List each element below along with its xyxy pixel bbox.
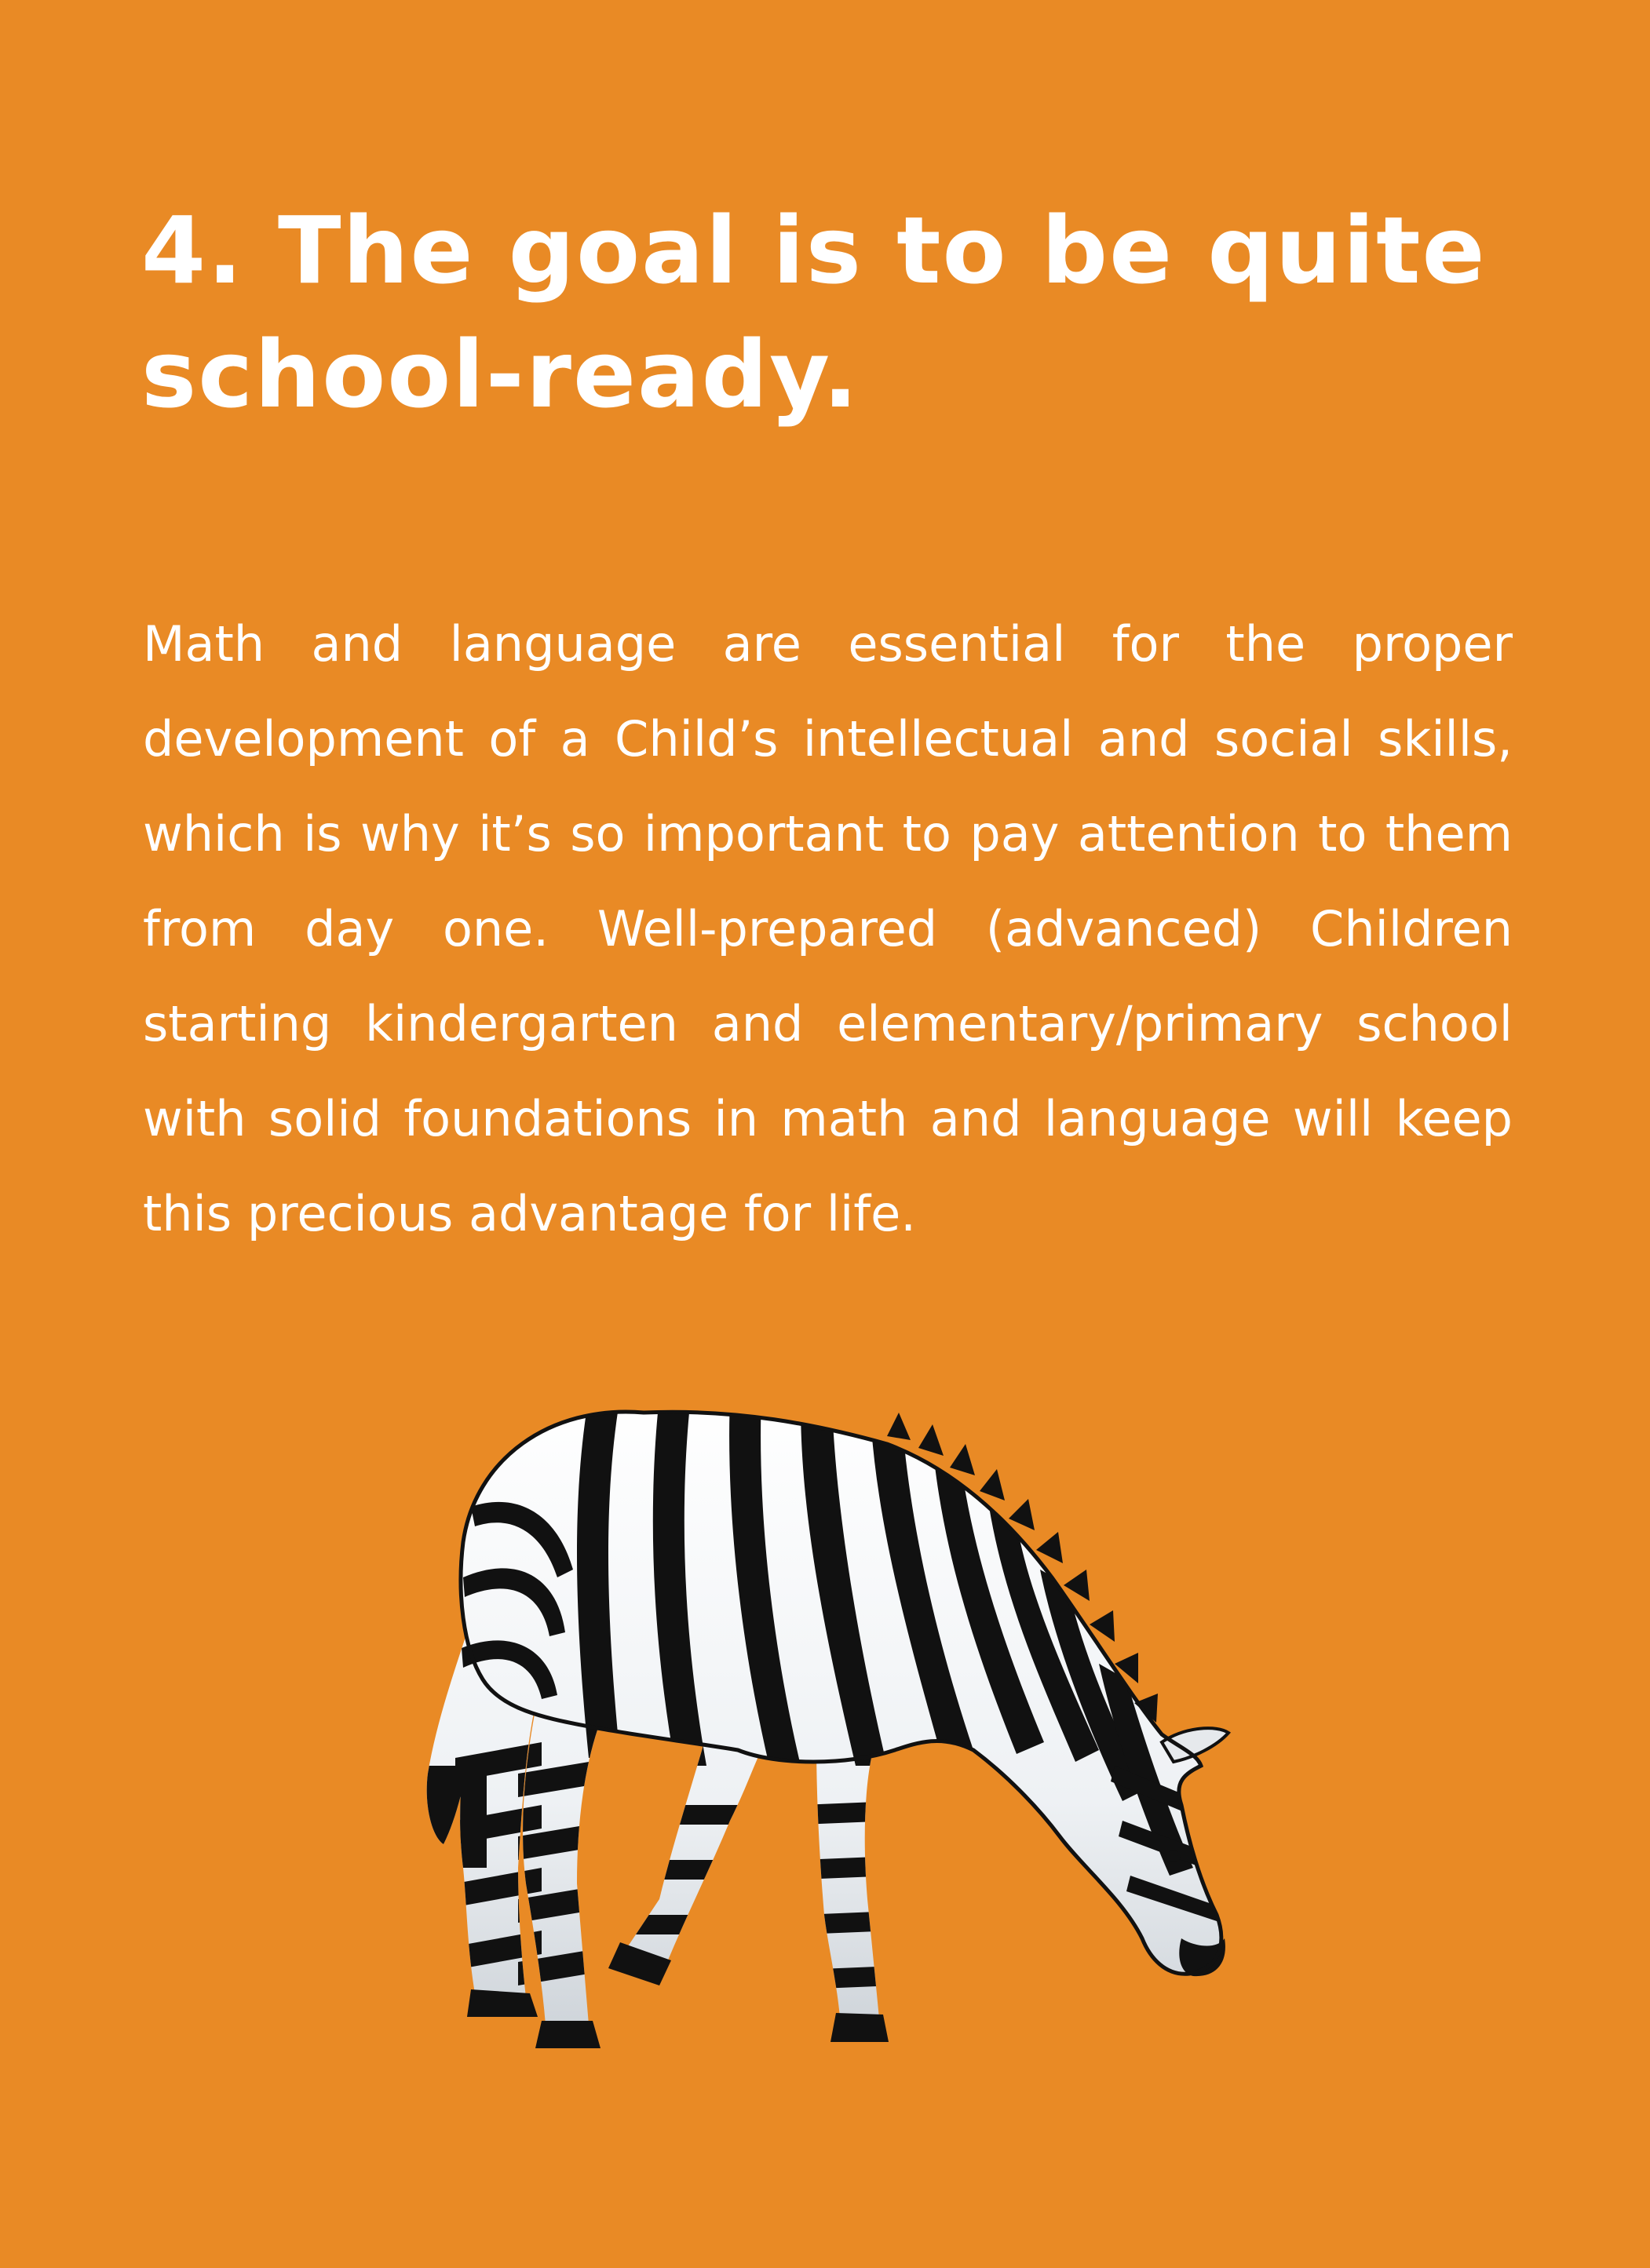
zebra-icon bbox=[408, 1397, 1256, 2072]
card-heading: 4. The goal is to be quite school-ready. bbox=[141, 196, 1487, 428]
card-body-text: Math and language are essential for the proper development of a Child’s intellectual and social skills, which is why it’s so important to pay attention to them from day one. Well-prepared (advanced) Children starting kindergarten and elementary/primary school with solid foundations in math and language will keep this precious advantage for life. bbox=[143, 615, 1513, 1242]
